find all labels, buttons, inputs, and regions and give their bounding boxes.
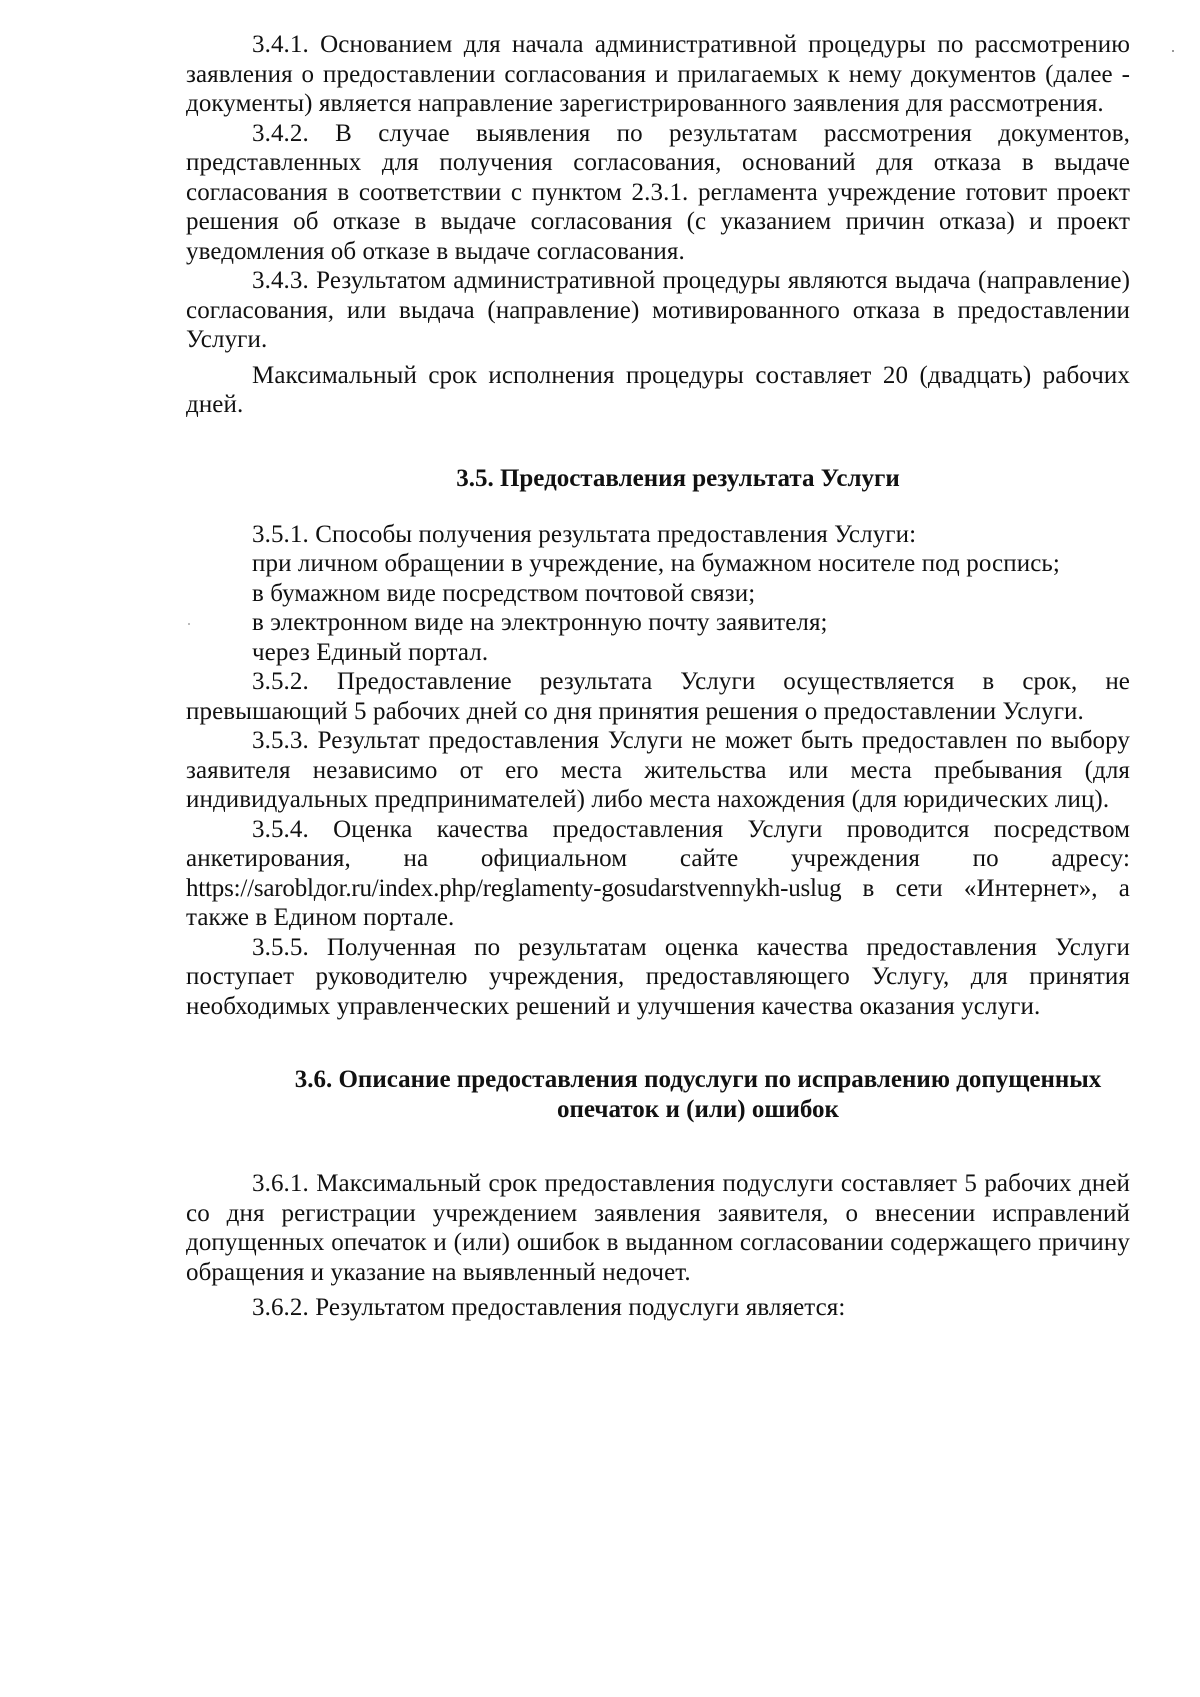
paragraph-max-term: Максимальный срок исполнения процедуры составляет 20 (двадцать) рабочих дней. <box>186 361 1130 418</box>
spacer <box>186 1125 1130 1169</box>
list-item-portal: через Единый портал. <box>252 638 489 666</box>
section-heading-3-5: 3.5. Предоставления результата Услуги <box>456 464 900 492</box>
list-item-postal: в бумажном виде посредством почтовой связи; <box>252 579 756 607</box>
paragraph-3-5-4 <box>186 815 1130 933</box>
survey-url: https://saroblдоr.ru/index.php/reglamenty-gosudarstvennykh-uslug <box>186 874 842 902</box>
paragraph-3-5-3: 3.5.3. Результат предоставления Услуги не может быть предоставлен по выбору заявителя независимо от его места жительства или места пребывания (для индивидуальных предпринимателей) либо места нахождения (для юридических лиц). <box>186 727 1130 813</box>
paragraph-3-5-4-text: 3.5.4. Оценка качества предоставления Услуги проводится посредством анкетирования, на официальном сайте учреждения по адресу: <box>186 815 1130 872</box>
paragraph-3-4-3: 3.4.3. Результатом административной процедуры являются выдача (направление) согласования, или выдача (направление) мотивированного отказа в предоставлении Услуги. <box>186 267 1130 353</box>
scan-speck <box>1172 50 1174 52</box>
paragraph-3-4-2: 3.4.2. В случае выявления по результатам рассмотрения документов, представленных для получения согласования, оснований для отказа в выдаче согласования в соответствии с пунктом 2.3.1. регламента учреждение готовит проект решения об отказе в выдаче согласования (с указанием причин отказа) и проект уведомления об отказе в выдаче согласования. <box>186 119 1130 265</box>
paragraph-3-6-1: 3.6.1. Максимальный срок предоставления подуслуги составляет 5 рабочих дней со дня регистрации учреждением заявления заявителя, о внесении исправлений допущенных опечаток и (или) ошибок в выданном согласовании содержащего причину обращения и указание на выявленный недочет. <box>186 1170 1130 1286</box>
section-heading-3-6-line2: опечаток и (или) ошибок <box>557 1096 839 1123</box>
paragraph-3-6-2: 3.6.2. Результатом предоставления подуслуги является: <box>252 1294 846 1321</box>
paragraph-3-4-1: 3.4.1. Основанием для начала административной процедуры по рассмотрению заявления о предоставлении согласования и прилагаемых к нему документов (далее - документы) является направление зарегистрированного заявления для рассмотрения. <box>186 31 1130 117</box>
section-heading-3-6-line1: 3.6. Описание предоставления подуслуги по исправлению допущенных <box>294 1066 1102 1093</box>
paragraph-3-5-5: 3.5.5. Полученная по результатам оценка качества предоставления Услуги поступает руководителю учреждения, предоставляющего Услугу, для принятия необходимых управленческих решений и улучшения качества оказания услуги. <box>186 933 1130 1020</box>
paragraph-3-5-1: 3.5.1. Способы получения результата предоставления Услуги: <box>252 520 917 548</box>
spacer <box>186 420 1130 464</box>
paragraph-3-5-4-tail: в сети «Интернет», а также в Едином портале. <box>186 874 1130 931</box>
paragraph-3-5-2: 3.5.2. Предоставление результата Услуги осуществляется в срок, не превышающий 5 рабочих дней со дня принятия решения о предоставлении Услуги. <box>186 668 1130 725</box>
spacer <box>186 494 1130 520</box>
list-item-in-person: при личном обращении в учреждение, на бумажном носителе под роспись; <box>252 550 1060 577</box>
spacer <box>186 1021 1130 1065</box>
document-body <box>186 30 1130 1323</box>
list-item-email: в электронном виде на электронную почту заявителя; <box>252 609 828 636</box>
section-heading-3-6 <box>186 1065 1130 1125</box>
